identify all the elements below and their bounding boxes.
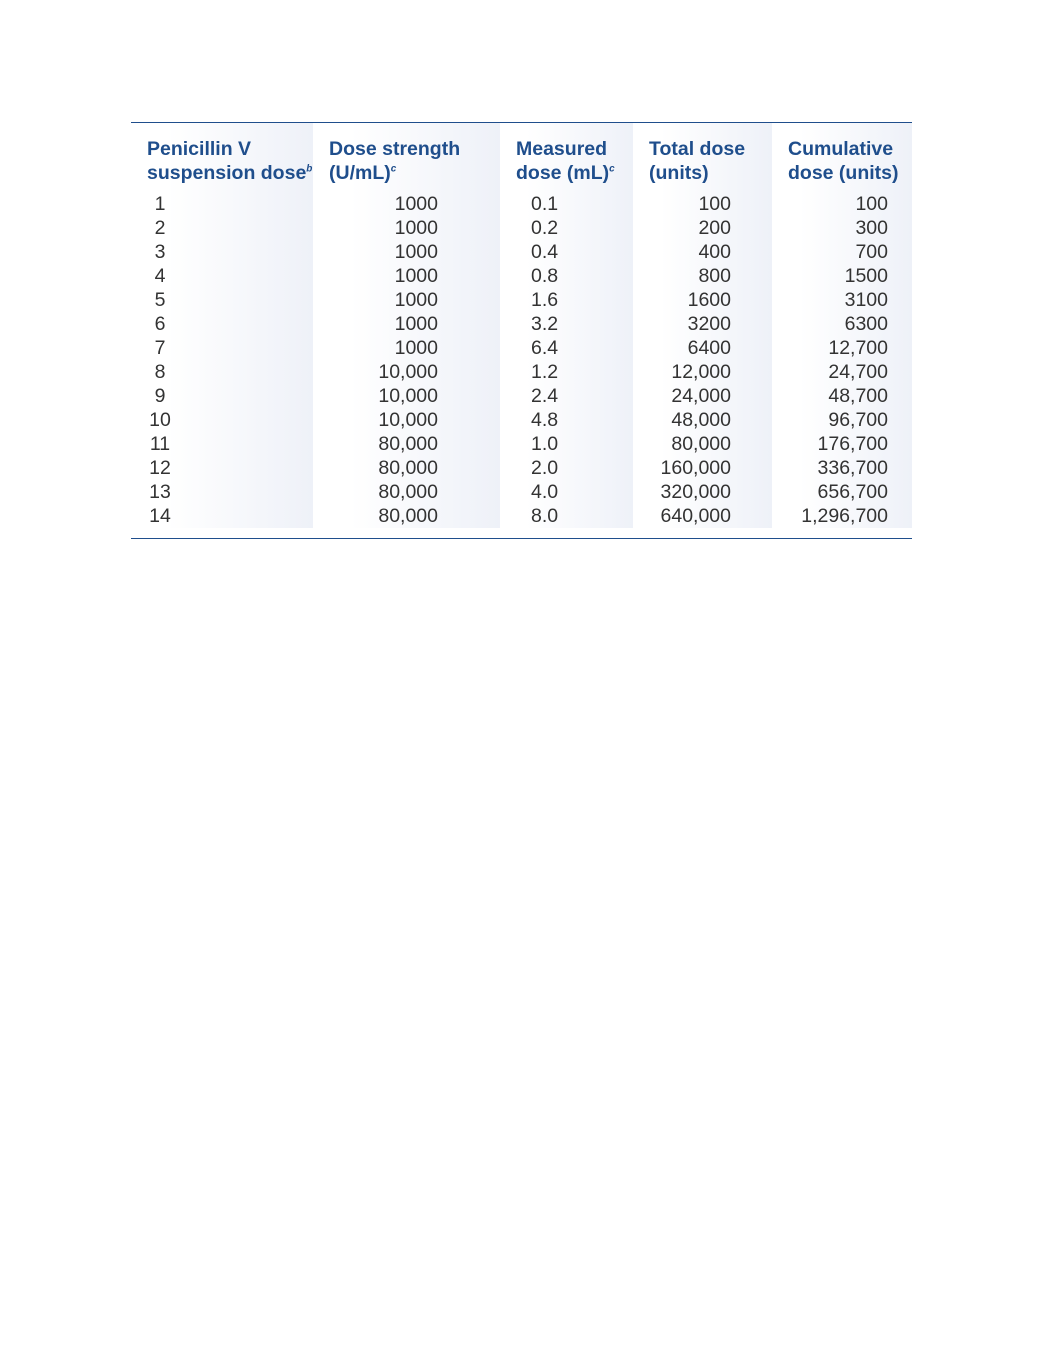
header-line2: dose (mL)	[516, 162, 610, 184]
measured-dose-cell: 4.8	[500, 408, 633, 432]
total-dose-cell: 12,000	[633, 360, 772, 384]
header-line2: (units)	[649, 162, 709, 184]
dose-strength-cell: 1000	[313, 240, 500, 264]
cumulative-dose-cell: 1500	[772, 264, 912, 288]
table-row	[131, 336, 912, 360]
penicillin-dosing-table	[131, 123, 912, 528]
header-line1: Dose strength	[329, 138, 461, 160]
suspension-dose-cell	[131, 504, 313, 528]
header-dose-strength	[313, 123, 500, 192]
suspension-dose-cell	[131, 384, 313, 408]
header-line2: dose (units)	[788, 162, 899, 184]
suspension-dose-cell	[131, 480, 313, 504]
table-row	[131, 240, 912, 264]
table-row	[131, 264, 912, 288]
total-dose-cell: 200	[633, 216, 772, 240]
table-body	[131, 192, 912, 528]
header-suspension-dose	[131, 123, 313, 192]
dose-number: 7	[154, 337, 166, 359]
header-line1: Cumulative	[788, 138, 894, 160]
header-cumulative-dose	[772, 123, 912, 192]
measured-dose-cell: 2.4	[500, 384, 633, 408]
dose-number: 11	[149, 433, 171, 455]
cumulative-dose-cell: 1,296,700	[772, 504, 912, 528]
suspension-dose-cell	[131, 432, 313, 456]
cumulative-dose-cell: 48,700	[772, 384, 912, 408]
total-dose-cell: 1600	[633, 288, 772, 312]
total-dose-cell: 24,000	[633, 384, 772, 408]
measured-dose-cell: 0.1	[500, 192, 633, 216]
suspension-dose-cell	[131, 192, 313, 216]
suspension-dose-cell	[131, 360, 313, 384]
dose-number: 4	[154, 265, 166, 287]
header-line2: (U/mL)	[329, 162, 391, 184]
cumulative-dose-cell: 12,700	[772, 336, 912, 360]
measured-dose-cell: 8.0	[500, 504, 633, 528]
dose-number: 14	[149, 505, 171, 527]
dose-number: 12	[149, 457, 171, 479]
cumulative-dose-cell: 96,700	[772, 408, 912, 432]
table-row	[131, 384, 912, 408]
cumulative-dose-cell: 336,700	[772, 456, 912, 480]
dose-strength-cell: 1000	[313, 288, 500, 312]
dose-strength-cell: 10,000	[313, 408, 500, 432]
dose-strength-cell: 10,000	[313, 384, 500, 408]
table-row	[131, 288, 912, 312]
total-dose-cell: 800	[633, 264, 772, 288]
suspension-dose-cell	[131, 408, 313, 432]
dose-strength-cell: 1000	[313, 312, 500, 336]
measured-dose-cell: 2.0	[500, 456, 633, 480]
table-header	[131, 123, 912, 192]
total-dose-cell: 400	[633, 240, 772, 264]
header-footnote-marker: c	[390, 163, 397, 175]
measured-dose-cell: 1.0	[500, 432, 633, 456]
suspension-dose-cell	[131, 216, 313, 240]
suspension-dose-cell	[131, 336, 313, 360]
table-row	[131, 456, 912, 480]
table-row	[131, 312, 912, 336]
cumulative-dose-cell: 656,700	[772, 480, 912, 504]
dose-number: 2	[154, 217, 166, 239]
table-row	[131, 360, 912, 384]
dose-number: 3	[154, 241, 166, 263]
dose-number: 9	[154, 385, 166, 407]
suspension-dose-cell	[131, 312, 313, 336]
suspension-dose-cell	[131, 288, 313, 312]
total-dose-cell: 160,000	[633, 456, 772, 480]
measured-dose-cell: 4.0	[500, 480, 633, 504]
dose-number: 13	[149, 481, 171, 503]
total-dose-cell: 3200	[633, 312, 772, 336]
header-line1: Penicillin V	[147, 138, 252, 160]
table-row	[131, 432, 912, 456]
dose-strength-cell: 10,000	[313, 360, 500, 384]
table-row	[131, 192, 912, 216]
total-dose-cell: 320,000	[633, 480, 772, 504]
measured-dose-cell: 0.2	[500, 216, 633, 240]
measured-dose-cell: 1.2	[500, 360, 633, 384]
header-measured-dose	[500, 123, 633, 192]
header-line1: Total dose	[649, 138, 746, 160]
suspension-dose-cell	[131, 456, 313, 480]
measured-dose-cell: 3.2	[500, 312, 633, 336]
measured-dose-cell: 0.4	[500, 240, 633, 264]
cumulative-dose-cell: 300	[772, 216, 912, 240]
dose-number: 10	[149, 409, 171, 431]
cumulative-dose-cell: 700	[772, 240, 912, 264]
table-row	[131, 480, 912, 504]
cumulative-dose-cell: 24,700	[772, 360, 912, 384]
dose-number: 8	[154, 361, 166, 383]
cumulative-dose-cell: 176,700	[772, 432, 912, 456]
dose-number: 1	[154, 193, 166, 215]
header-footnote-marker: c	[609, 163, 615, 175]
dose-number: 5	[154, 289, 166, 311]
dose-strength-cell: 1000	[313, 192, 500, 216]
cumulative-dose-cell: 6300	[772, 312, 912, 336]
header-footnote-marker: b	[306, 163, 313, 175]
measured-dose-cell: 6.4	[500, 336, 633, 360]
measured-dose-cell: 1.6	[500, 288, 633, 312]
dose-strength-cell: 1000	[313, 216, 500, 240]
dosing-table-container	[131, 122, 912, 539]
table-row	[131, 504, 912, 528]
total-dose-cell: 80,000	[633, 432, 772, 456]
header-total-dose	[633, 123, 772, 192]
dose-number: 6	[154, 313, 166, 335]
suspension-dose-cell	[131, 240, 313, 264]
suspension-dose-cell	[131, 264, 313, 288]
header-line1: Measured	[516, 138, 608, 160]
table-row	[131, 216, 912, 240]
total-dose-cell: 100	[633, 192, 772, 216]
header-line2: suspension dose	[147, 162, 307, 184]
table-row	[131, 408, 912, 432]
dose-strength-cell: 80,000	[313, 480, 500, 504]
dose-strength-cell: 1000	[313, 336, 500, 360]
header-row	[131, 123, 912, 192]
measured-dose-cell: 0.8	[500, 264, 633, 288]
total-dose-cell: 640,000	[633, 504, 772, 528]
cumulative-dose-cell: 3100	[772, 288, 912, 312]
dose-strength-cell: 80,000	[313, 432, 500, 456]
dose-strength-cell: 80,000	[313, 504, 500, 528]
total-dose-cell: 48,000	[633, 408, 772, 432]
cumulative-dose-cell: 100	[772, 192, 912, 216]
dose-strength-cell: 1000	[313, 264, 500, 288]
total-dose-cell: 6400	[633, 336, 772, 360]
dose-strength-cell: 80,000	[313, 456, 500, 480]
